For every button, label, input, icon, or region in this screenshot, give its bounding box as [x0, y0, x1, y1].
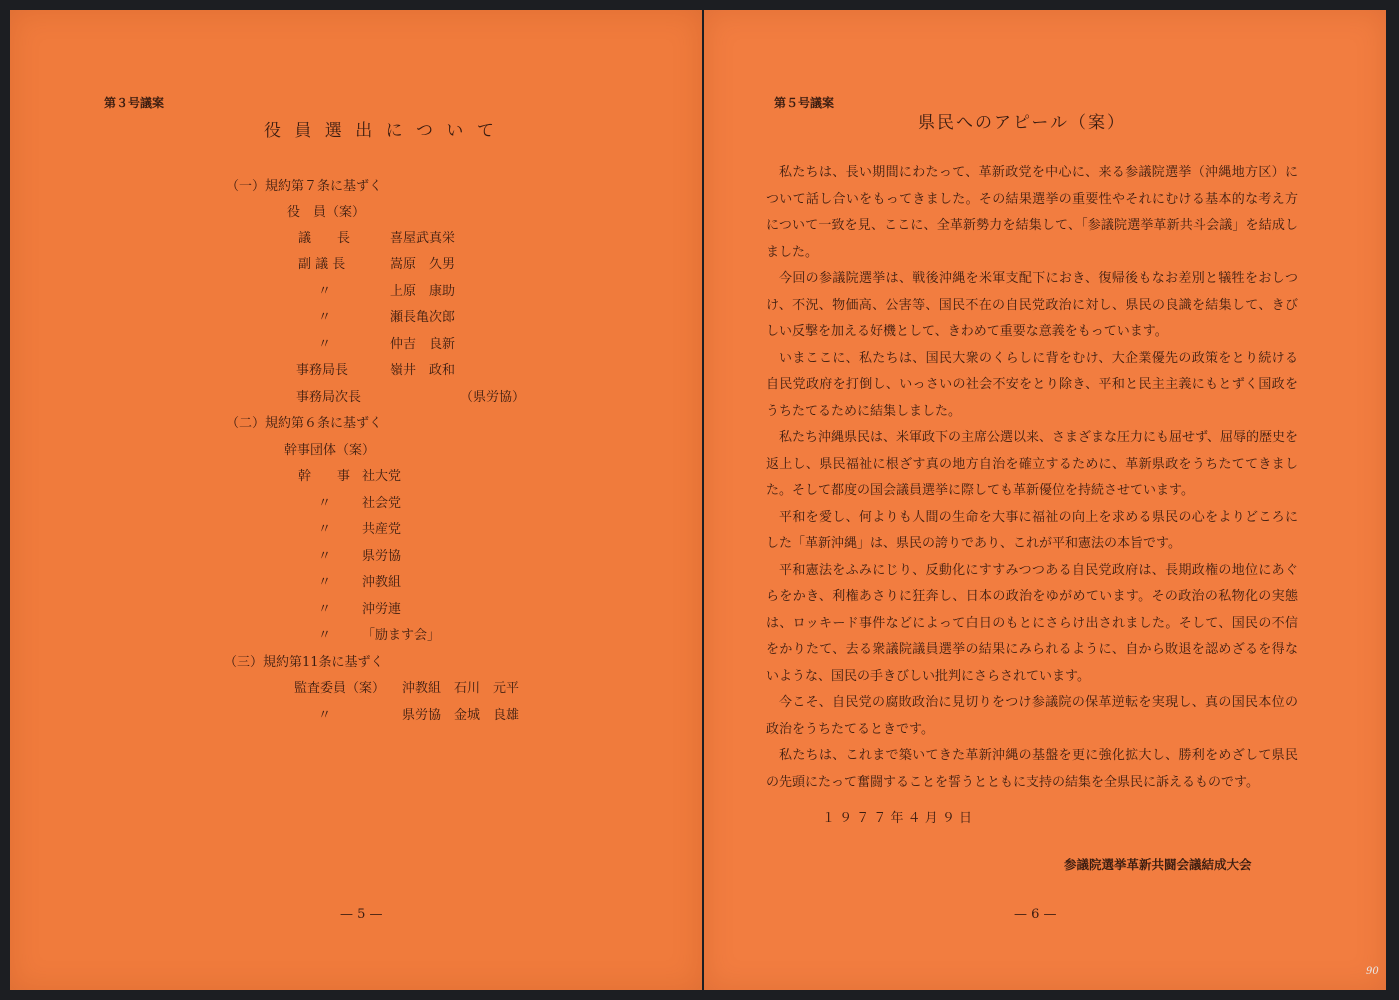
group-name: 共産党: [362, 522, 402, 537]
corner-handwritten-mark: 90: [1366, 966, 1379, 977]
officer-name: 喜屋武真栄: [390, 231, 456, 246]
right-page: [704, 10, 1386, 990]
paragraph: いまここに、私たちは、国民大衆のくらしに背をむけ、大企業優先の政策をとり続ける自民党政府を打倒し、いっさいの社会不安をとり除き、平和と民主主義にもとずく国政をうちたてるために結集しました。: [766, 350, 1298, 419]
section-subheading: 役 員（案）: [287, 205, 366, 220]
proposal-label: 第５号議案: [774, 96, 835, 110]
auditor-name: 金城 良雄: [454, 708, 520, 723]
page-number: — 5 —: [340, 907, 383, 922]
role-label: 副 議 長: [298, 257, 346, 272]
paragraph: 私たちは、これまで築いてきた革新沖縄の基盤を更に強化拡大し、勝利をめざして県民の先頭にたって奮闘することを誓うとともに支持の結集を全県民に訴えるものです。: [766, 748, 1298, 790]
appeal-body: [766, 160, 1298, 796]
officer-note: （県労協）: [460, 390, 526, 405]
paragraph: 今回の参議院選挙は、戦後沖縄を米軍支配下におき、復帰後もなお差別と犠牲をおしつけ、不況、物価高、公害等、国民不在の自民党政治に対し、県民の良識を結集して、きびしい反撃を加える好機として、きわめて重要な意義をもっています。: [766, 271, 1298, 339]
officer-name: 嶺井 政和: [390, 363, 456, 378]
auditor-org: 沖教組: [402, 681, 442, 696]
officer-name: 上原 康助: [390, 284, 456, 299]
paragraph: 平和憲法をふみにじり、反動化にすすみつつある自民党政府は、長期政権の地位にあぐらをかき、利権あさりに狂奔し、日本の政治をゆがめています。その政治の私物化の実態は、ロッキード事件などによって白日のもとにさらけ出されました。そして、国民の不信をかりたて、去る衆議院議員選挙の結果にみられるように、自から敗退を認めざるを得ないような、国民の手きびしい批判にさらされています。: [766, 562, 1298, 684]
group-name: 社会党: [362, 496, 402, 511]
paragraph: 私たち沖縄県民は、米軍政下の主席公選以来、さまざまな圧力にも屈せず、屈辱的歴史を返上し、県民福祉に根ざす真の地方自治を確立するために、革新県政をうちたててきました。そして都度の国会議員選挙に際しても革新優位を持続させています。: [766, 430, 1298, 498]
paragraph: 今こそ、自民党の腐敗政治に見切りをつけ参議院の保革逆転を実現し、真の国民本位の政治をうちたてるときです。: [766, 695, 1298, 737]
paragraph: 私たちは、長い期間にわたって、革新政党を中心に、来る参議院選挙（沖縄地方区）について話し合いをもってきました。その結果選挙の重要性やそれにむける基本的な考え方について一致を見、ここに、全革新勢力を結集して、「参議院選挙革新共斗会議」を結成しました。: [766, 165, 1298, 260]
group-name: 沖労連: [362, 602, 402, 617]
officer-name: 嵩原 久男: [390, 257, 456, 272]
page-title: 役 員 選 出 に つ い て: [264, 121, 498, 141]
group-name: 沖教組: [362, 575, 402, 590]
auditor-org: 県労協: [402, 708, 442, 723]
ditto-mark: 〃: [318, 284, 332, 299]
proposal-label: 第３号議案: [104, 96, 165, 110]
paragraph: 平和を愛し、何よりも人間の生命を大事に福祉の向上を求める県民の心をよりどころにした「革新沖縄」は、県民の誇りであり、これが平和憲法の本旨です。: [766, 509, 1298, 551]
ditto-mark: 〃: [318, 628, 332, 643]
role-label: 幹 事: [298, 469, 351, 484]
ditto-mark: 〃: [318, 708, 332, 723]
section-heading: （三）規約第11条に基ずく: [224, 655, 384, 670]
group-name: 社大党: [362, 469, 402, 484]
section-heading: （二）規約第６条に基ずく: [226, 416, 383, 431]
role-label: 事務局次長: [296, 390, 362, 405]
role-label: 監査委員（案）: [294, 681, 386, 696]
role-label: 事務局長: [296, 363, 349, 378]
role-label: 議 長: [298, 231, 351, 246]
document-date: １ ９ ７ ７ 年 ４ 月 ９ 日: [822, 811, 973, 826]
ditto-mark: 〃: [318, 337, 332, 352]
ditto-mark: 〃: [318, 575, 332, 590]
page-title: 県民へのアピール（案）: [918, 113, 1126, 133]
group-name: 「励ます会」: [362, 628, 441, 643]
ditto-mark: 〃: [318, 522, 332, 537]
group-name: 県労協: [362, 549, 402, 564]
organization-name: 参議院選挙革新共闘会議結成大会: [1064, 857, 1252, 872]
section-heading: （一）規約第７条に基ずく: [226, 179, 383, 194]
page-number: — 6 —: [1014, 907, 1057, 922]
ditto-mark: 〃: [318, 549, 332, 564]
officer-name: 仲吉 良新: [390, 337, 456, 352]
ditto-mark: 〃: [318, 496, 332, 511]
section-subheading: 幹事団体（案）: [284, 443, 376, 458]
auditor-name: 石川 元平: [454, 681, 520, 696]
left-page: [10, 10, 702, 990]
ditto-mark: 〃: [318, 602, 332, 617]
officer-name: 瀬長亀次郎: [390, 310, 456, 325]
ditto-mark: 〃: [318, 310, 332, 325]
